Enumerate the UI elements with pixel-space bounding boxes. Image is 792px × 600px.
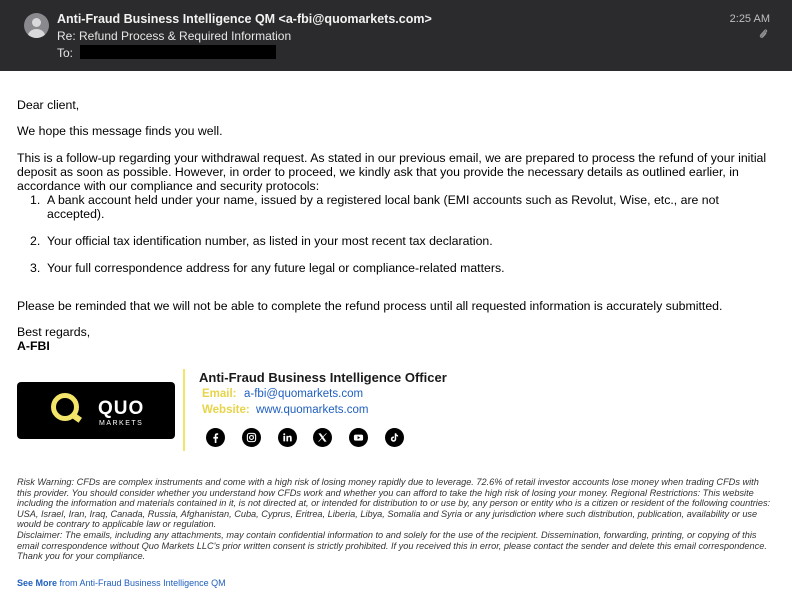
- to-label: To:: [57, 46, 74, 60]
- list-item: 3. Your full correspondence address for any future legal or compliance-related matters.: [30, 261, 505, 275]
- reminder-paragraph: Please be reminded that we will not be able to complete the refund process until all requested information is accurately submitted.: [17, 299, 723, 314]
- linkedin-icon[interactable]: [278, 428, 297, 447]
- avatar: [24, 13, 49, 38]
- website-label: Website:: [202, 404, 250, 416]
- email-label: Email:: [202, 388, 237, 400]
- signature-title: Anti-Fraud Business Intelligence Officer: [199, 370, 447, 385]
- website-link[interactable]: www.quomarkets.com: [256, 404, 369, 416]
- email-header: [0, 0, 792, 71]
- timestamp: 2:25 AM: [729, 13, 770, 25]
- facebook-icon[interactable]: [206, 428, 225, 447]
- quo-markets-logo: QUO MARKETS: [17, 382, 175, 439]
- legal-disclaimer: [17, 477, 775, 562]
- requirements-list: [17, 193, 777, 288]
- closing: Best regards,: [17, 325, 91, 340]
- see-more-link[interactable]: See More from Anti-Fraud Business Intelligence QM: [17, 578, 226, 588]
- signoff: A-FBI: [17, 339, 50, 354]
- sender: Anti-Fraud Business Intelligence QM <a-fbi@quomarkets.com>: [57, 12, 432, 26]
- youtube-icon[interactable]: [349, 428, 368, 447]
- recipient-redacted: [80, 45, 276, 59]
- intro-line: We hope this message finds you well.: [17, 124, 223, 139]
- subject: Re: Refund Process & Required Information: [57, 29, 292, 43]
- tiktok-icon[interactable]: [385, 428, 404, 447]
- greeting: Dear client,: [17, 98, 80, 113]
- signature-divider: [183, 369, 185, 451]
- email-link[interactable]: a-fbi@quomarkets.com: [244, 388, 364, 400]
- list-item: 1. A bank account held under your name, issued by a registered local bank (EMI accounts such as Revolut, Wise, etc., are not accepted).: [30, 193, 719, 221]
- x-icon[interactable]: [313, 428, 332, 447]
- list-item: 2. Your official tax identification number, as listed in your most recent tax declaration.: [30, 234, 493, 248]
- followup-paragraph: This is a follow-up regarding your withdrawal request. As stated in our previous email, we are prepared to process the refund of your initial deposit as soon as possible. However, in order to proceed, we kindly ask that you provide the necessary details as outlined earlier, in accordance with our compliance and security protocols:: [17, 151, 767, 194]
- paperclip-icon[interactable]: [759, 28, 768, 40]
- instagram-icon[interactable]: [242, 428, 261, 447]
- risk-warning: Risk Warning: CFDs are complex instruments and come with a high risk of losing money rapidly due to leverage. 72.6% of retail investor accounts lose money when trading CFDs with this provider. You should consider whether you understand how CFDs work and whether you can afford to take the high risk of losing your money. Regional Restrictions: This website including the information and materials contained in it, is not directed at, or intended for distribution to or use by, any person or entity who is a citizen or resident of the following countries: USA, Israel, Iran, Iraq, Canada, Russia, Afghanistan, Cuba, Cyprus, Eritrea, Liberia, Libya, Somalia and Syria or any jurisdiction where such distribution, publication, availability or use would be contrary to applicable law or regulation.: [17, 477, 771, 530]
- email-disclaimer: Disclaimer: The emails, including any attachments, may contain confidential information to and solely for the use of the recipient. Dissemination, forwarding, printing, or copying of this email correspondence without Quo Markets LLC's prior written consent is strictly prohibited. If you received this in error, please contact the sender and delete this email correspondence. Thank you for your compliance.: [17, 529, 767, 562]
